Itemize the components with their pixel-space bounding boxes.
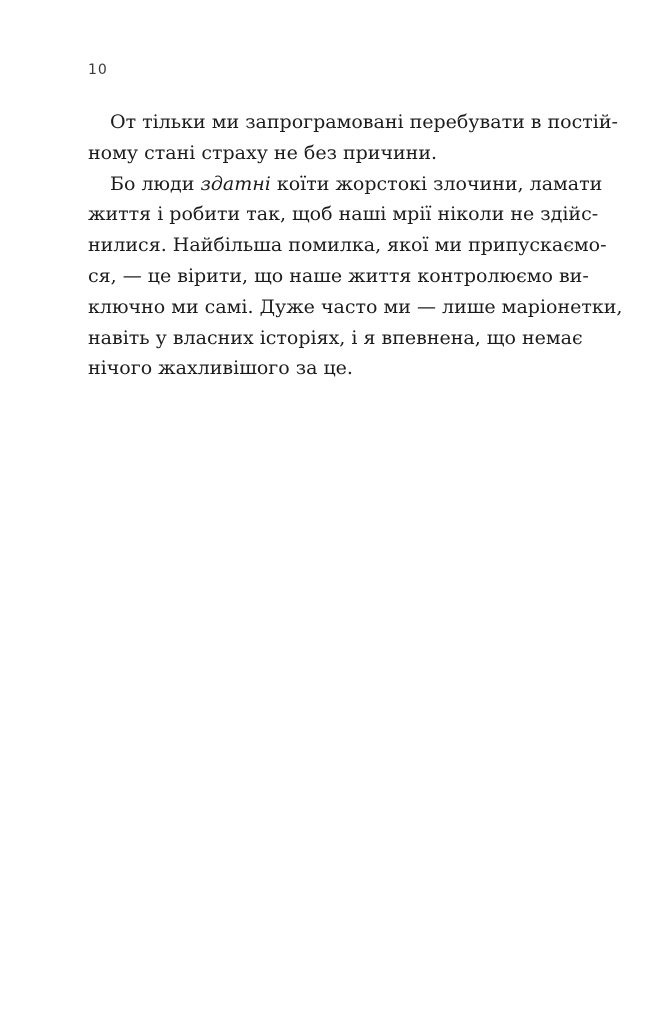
text-line: ному стані страху не без причини. [88,141,438,164]
text-line: нилися. Найбільша помилка, якої ми припускаємо- [88,234,607,257]
body-text [88,107,623,384]
text-segment: Бо люди [110,172,201,195]
text-line: нічого жахливішого за це. [88,357,353,380]
text-line: От тільки ми запрограмовані перебувати в постій- [110,111,618,133]
text-line: ключно ми самі. Дуже часто ми — лише маріонетки, [88,295,623,318]
paragraph-1 [88,107,618,169]
text-line [88,169,603,200]
text-line: навіть у власних історіях, і я впевнена, що немає [88,326,583,349]
text-line: життя і робити так, щоб наші мрії ніколи не здійс- [88,203,599,226]
page-number: 10 [88,62,108,78]
paragraph-2 [88,169,623,385]
text-line: ся, — це вірити, що наше життя контролюємо ви- [88,264,589,287]
text-segment: коїти жорстокі злочини, ламати [270,172,603,195]
emphasized-word: здатні [200,172,271,195]
